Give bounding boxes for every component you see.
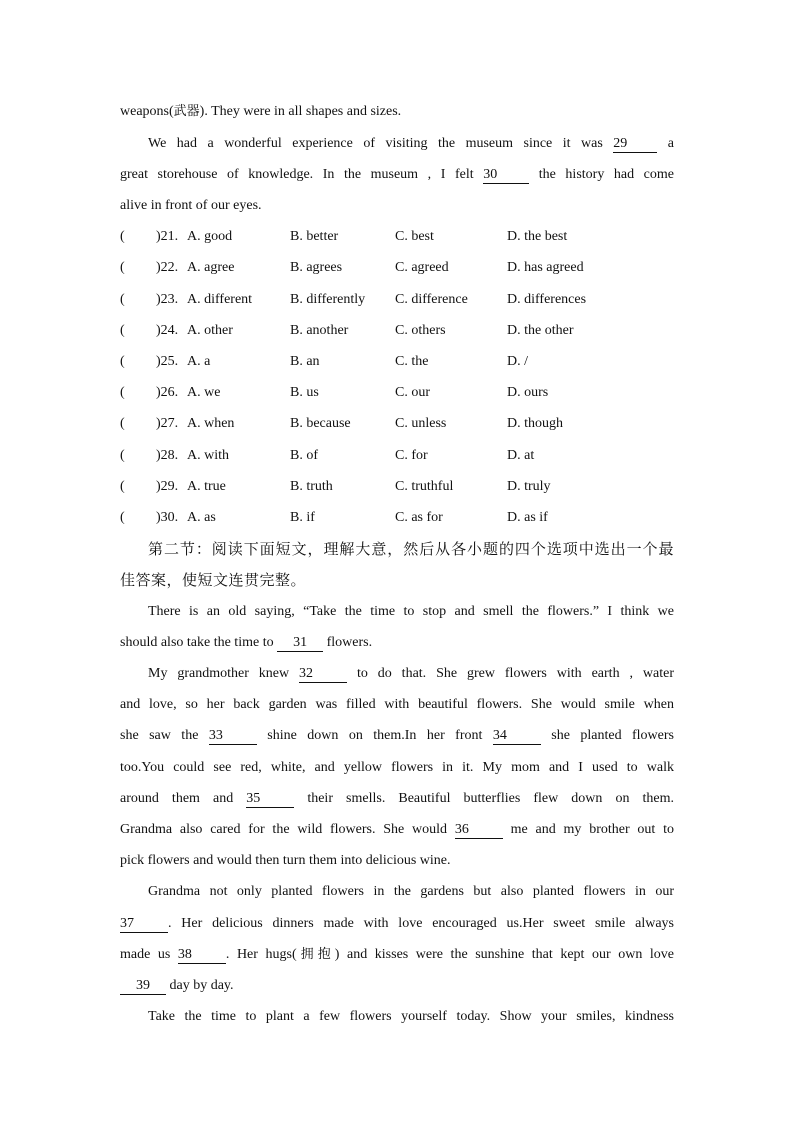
text-run: ) and kisses were the sunshine that kept our own love [334, 947, 674, 962]
text-run: There is an old saying, “Take the time to stop and smell the flowers.” I think we [148, 604, 674, 619]
question-number: )29. [156, 479, 179, 494]
question-row [120, 414, 680, 434]
text-run: their smells. Beautiful butterflies flew down on them. [294, 791, 674, 806]
option-a: A. a [187, 354, 211, 369]
text-run: day by day. [166, 978, 234, 993]
question-number: )26. [156, 385, 179, 400]
question-number: )21. [156, 229, 179, 244]
passage-line [120, 633, 674, 653]
option-b: B. an [290, 354, 320, 369]
blank-29: 29 [613, 136, 657, 153]
text-run: great storehouse of knowledge. In the museum , I felt [120, 167, 484, 182]
blank-34: 34 [493, 728, 541, 745]
option-d: D. ours [507, 385, 549, 400]
option-b: B. agrees [290, 260, 343, 275]
option-b: B. because [290, 416, 351, 431]
question-row [120, 508, 680, 528]
option-c: C. agreed [395, 260, 449, 275]
passage-line [120, 758, 674, 778]
option-c: C. as for [395, 510, 443, 525]
option-c: C. unless [395, 416, 447, 431]
option-c: C. for [395, 448, 428, 463]
text-run: the history had come [529, 167, 674, 182]
text-run: Grandma also cared for the wild flowers. She would [120, 822, 455, 837]
blank-37: 37 [120, 916, 168, 933]
option-b: B. truth [290, 479, 333, 494]
option-c: C. our [395, 385, 430, 400]
passage-line [120, 196, 674, 216]
section-heading: 第二节：阅读下面短文，理解大意，然后从各小题的四个选项中选出一个最 [148, 540, 674, 558]
passage-line [148, 1007, 674, 1027]
text-run: My grandmother knew [148, 666, 300, 681]
passage-line [120, 726, 674, 746]
answer-paren: ( [120, 260, 125, 275]
passage-line [148, 664, 674, 684]
blank-31: 31 [277, 635, 323, 652]
question-row [120, 446, 680, 466]
text-run: she planted flowers [540, 728, 674, 743]
question-row [120, 321, 680, 341]
question-number: )25. [156, 354, 179, 369]
text-run: . Her hugs( [225, 947, 297, 962]
text-run: to do that. She grew flowers with earth , water [347, 666, 674, 681]
text-run: a [657, 136, 674, 151]
option-c: C. difference [395, 292, 468, 307]
option-d: D. the other [507, 323, 574, 338]
question-row [120, 290, 680, 310]
blank-30: 30 [483, 167, 529, 184]
option-d: D. differences [507, 292, 587, 307]
passage-line [148, 882, 674, 902]
option-b: B. us [290, 385, 319, 400]
text-run: too.You could see red, white, and yellow flowers in it. My mom and I used to walk [120, 760, 674, 775]
passage-line [120, 851, 674, 871]
option-d: D. truly [507, 479, 551, 494]
passage-line [120, 914, 674, 934]
option-a: A. other [187, 323, 233, 338]
answer-paren: ( [120, 354, 125, 369]
text-run: . Her delicious dinners made with love encouraged us.Her sweet smile always [168, 916, 674, 931]
option-b: B. of [290, 448, 318, 463]
answer-paren: ( [120, 416, 125, 431]
text-run: alive in front of our eyes. [120, 198, 262, 213]
question-number: )22. [156, 260, 179, 275]
text-run: should also take the time to [120, 635, 278, 650]
text-run: shine down on them.In her front [256, 728, 493, 743]
blank-33: 33 [209, 728, 257, 745]
answer-paren: ( [120, 292, 125, 307]
question-number: )24. [156, 323, 179, 338]
answer-paren: ( [120, 479, 125, 494]
chinese-gloss: 武器 [173, 104, 200, 119]
chinese-gloss: 拥抱 [296, 947, 335, 962]
question-row [120, 258, 680, 278]
answer-paren: ( [120, 448, 125, 463]
text-run: flowers. [323, 635, 373, 650]
option-b: B. another [290, 323, 349, 338]
option-b: B. better [290, 229, 339, 244]
section-heading-cont: 佳答案，使短文连贯完整。 [120, 571, 307, 589]
answer-paren: ( [120, 385, 125, 400]
passage-line [120, 976, 674, 996]
answer-paren: ( [120, 510, 125, 525]
option-a: A. true [187, 479, 226, 494]
passage-line [120, 945, 674, 965]
passage-line [120, 165, 674, 185]
option-d: D. as if [507, 510, 548, 525]
option-a: A. with [187, 448, 229, 463]
option-b: B. if [290, 510, 315, 525]
text-run: Grandma not only planted flowers in the gardens but also planted flowers in our [148, 884, 674, 899]
question-number: )28. [156, 448, 179, 463]
question-row [120, 352, 680, 372]
text-run: Take the time to plant a few flowers yourself today. Show your smiles, kindness [148, 1009, 674, 1024]
question-row [120, 477, 680, 497]
option-d: D. has agreed [507, 260, 584, 275]
option-d: D. though [507, 416, 563, 431]
option-a: A. we [187, 385, 221, 400]
option-d: D. at [507, 448, 535, 463]
blank-32: 32 [299, 666, 347, 683]
option-d: D. / [507, 354, 528, 369]
blank-35: 35 [246, 791, 294, 808]
blank-38: 38 [178, 947, 226, 964]
option-c: C. the [395, 354, 429, 369]
option-c: C. best [395, 229, 434, 244]
option-a: A. different [187, 292, 253, 307]
option-c: C. others [395, 323, 446, 338]
option-a: A. good [187, 229, 233, 244]
text-run: We had a wonderful experience of visiting the museum since it was [148, 136, 614, 151]
option-b: B. differently [290, 292, 366, 307]
passage-line [120, 789, 674, 809]
question-number: )27. [156, 416, 179, 431]
passage-line [148, 134, 674, 154]
text-run: me and my brother out to [502, 822, 675, 837]
option-a: A. as [187, 510, 216, 525]
option-a: A. when [187, 416, 235, 431]
text-run: ). They were in all shapes and sizes. [199, 104, 402, 119]
text-run: and love, so her back garden was filled with beautiful flowers. She would smile when [120, 697, 674, 712]
passage-line [120, 820, 674, 840]
option-a: A. agree [187, 260, 235, 275]
question-number: )23. [156, 292, 179, 307]
answer-paren: ( [120, 229, 125, 244]
passage-line [120, 695, 674, 715]
question-row [120, 383, 680, 403]
blank-36: 36 [455, 822, 503, 839]
text-run: made us [120, 947, 178, 962]
question-number: )30. [156, 510, 179, 525]
text-run: pick flowers and would then turn them into delicious wine. [120, 853, 451, 868]
question-row [120, 227, 680, 247]
option-d: D. the best [507, 229, 568, 244]
text-run: around them and [120, 791, 247, 806]
blank-39: 39 [120, 978, 166, 995]
option-c: C. truthful [395, 479, 454, 494]
text-run: she saw the [120, 728, 209, 743]
passage-line [120, 102, 674, 122]
answer-paren: ( [120, 323, 125, 338]
passage-line [148, 602, 674, 622]
text-run: weapons( [120, 104, 174, 119]
